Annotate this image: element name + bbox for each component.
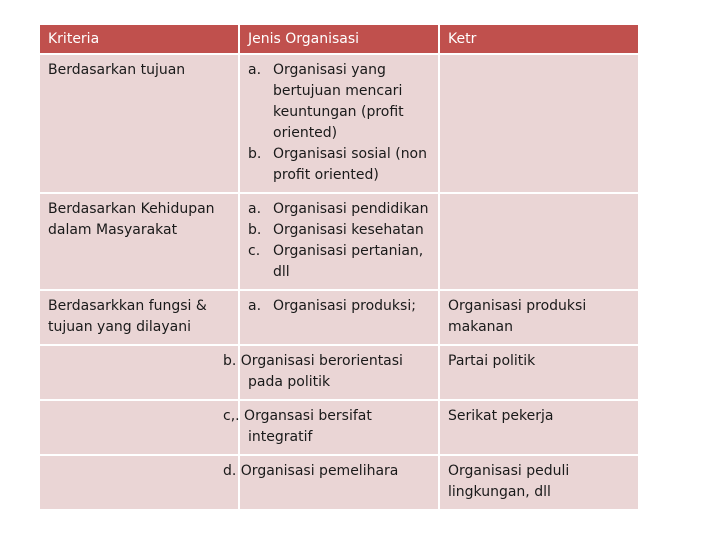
- header-ketr: Ketr: [440, 25, 638, 53]
- list-marker: c.: [248, 243, 261, 259]
- list-item: [248, 199, 430, 220]
- table-row: [40, 194, 638, 289]
- jenis-list: [248, 296, 430, 317]
- table-row: [40, 456, 638, 509]
- list-item: [248, 60, 430, 144]
- list-item: [248, 144, 430, 186]
- list-item: [248, 241, 430, 283]
- kriteria-cell: Berdasarkan tujuan: [40, 55, 238, 192]
- kriteria-cell: Berdasarkkan fungsi & tujuan yang dilayani: [40, 291, 238, 344]
- list-text: Organisasi kesehatan: [273, 222, 424, 238]
- table-row: [40, 346, 638, 399]
- header-kriteria: Kriteria: [40, 25, 238, 53]
- list-text: Organisasi produksi;: [273, 298, 416, 314]
- list-marker: a.: [248, 298, 262, 314]
- list-text: Organisasi pertanian, dll: [273, 243, 424, 280]
- list-item: [248, 220, 430, 241]
- ketr-cell: Partai politik: [440, 346, 638, 399]
- ketr-cell: Serikat pekerja: [440, 401, 638, 454]
- header-jenis-organisasi: Jenis Organisasi: [240, 25, 438, 53]
- jenis-cell: [240, 55, 438, 192]
- list-text: Organisasi pendidikan: [273, 201, 429, 217]
- kriteria-cell: [40, 401, 238, 454]
- list-marker: b.: [248, 146, 262, 162]
- list-marker: a.: [248, 62, 262, 78]
- jenis-cell: d. Organisasi pemelihara: [240, 456, 438, 509]
- list-text: Organisasi yang bertujuan mencari keuntungan (profit oriented): [273, 62, 404, 141]
- list-marker: b.: [248, 222, 262, 238]
- ketr-cell: [440, 55, 638, 192]
- jenis-cell: [240, 194, 438, 289]
- jenis-cell: c,. Organsasi bersifat integratif: [240, 401, 438, 454]
- kriteria-cell: Berdasarkan Kehidupan dalam Masyarakat: [40, 194, 238, 289]
- table-row: [40, 291, 638, 344]
- ketr-cell: [440, 194, 638, 289]
- table-row: [40, 401, 638, 454]
- ketr-cell: Organisasi produksi makanan: [440, 291, 638, 344]
- organization-types-table: [38, 23, 640, 511]
- list-text: Organisasi sosial (non profit oriented): [273, 146, 427, 183]
- kriteria-cell: [40, 456, 238, 509]
- jenis-cell: [240, 291, 438, 344]
- header-row: [40, 25, 638, 53]
- jenis-cell: b. Organisasi berorientasi pada politik: [240, 346, 438, 399]
- jenis-list: [248, 199, 430, 283]
- jenis-list: [248, 60, 430, 186]
- table-row: [40, 55, 638, 192]
- ketr-cell: Organisasi peduli lingkungan, dll: [440, 456, 638, 509]
- list-item: [248, 296, 430, 317]
- kriteria-cell: [40, 346, 238, 399]
- list-marker: a.: [248, 201, 262, 217]
